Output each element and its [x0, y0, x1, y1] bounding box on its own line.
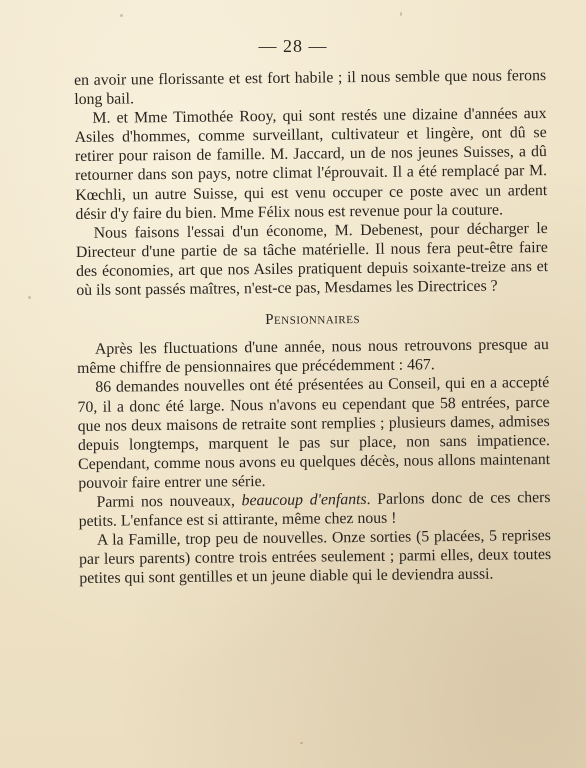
- paragraph: A la Famille, trop peu de nouvelles. Onze sorties (5 placées, 5 reprises par leurs parents) contre trois entrées seulement ; parmi elles, deux toutes petites qui sont gentilles et un jeune diable qui le deviendra aussi.: [79, 527, 552, 588]
- paper-spot: [400, 12, 402, 16]
- text-run: . Parlons donc de ces chers petits. L'enfance est si attirante, même chez nous !: [78, 489, 551, 531]
- section-heading: Pensionnaires: [265, 311, 361, 329]
- body-text: [74, 66, 551, 588]
- emphasis-text: beaucoup d'enfants: [241, 490, 367, 510]
- paper-spot: [120, 14, 123, 17]
- text-run: Parmi nos nouveaux,: [96, 492, 242, 511]
- page-number: — 28 —: [258, 36, 328, 56]
- paragraph: Nous faisons l'essai d'un économe, M. Debenest, pour décharger le Directeur d'une partie de sa tâche matérielle. Il nous fera peut-être faire des économies, art que nos Asiles pratiquent depuis soixante-treize ans et où ils sont passés maîtres, n'est-ce pas, Mesdames les Directrices ?: [75, 219, 549, 300]
- paragraph: M. et Mme Timothée Rooy, qui sont restés une dizaine d'années aux Asiles d'hommes, comme surveillant, cultivateur et lingère, ont dû se retirer pour raison de famille. M. Jaccard, un de nos jeunes Suisses, a dû retourner dans son pays, notre climat l'éprouvait. Il a été remplacé par M. Kœchli, un autre Suisse, qui est venu occuper ce poste avec un ardent désir d'y faire du bien. Mme Félix nous est revenue pour la couture.: [74, 105, 548, 223]
- paper-spot: [28, 296, 31, 299]
- paragraph: Après les fluctuations d'une année, nous nous retrouvons presque au même chiffre de pensionnaires que précédemment : 467.: [77, 336, 549, 378]
- paragraph: 86 demandes nouvelles ont été présentées au Conseil, qui en a accepté 70, il a donc été large. Nous n'avons eu cependant que 58 entrées, parce que nos deux maisons de retraite sont remplies ; plusieurs dames, admises depuis longtemps, marquent le pas sur place, non sans impatience. Cependant, comme nous avons eu quelques décès, nous allons maintenant pouvoir faire entrer une série.: [77, 374, 551, 492]
- paper-spot: [300, 742, 303, 744]
- paragraph: en avoir une florissante et est fort habile ; il nous semble que nous ferons long bail.: [74, 67, 547, 109]
- paragraph: [78, 488, 550, 531]
